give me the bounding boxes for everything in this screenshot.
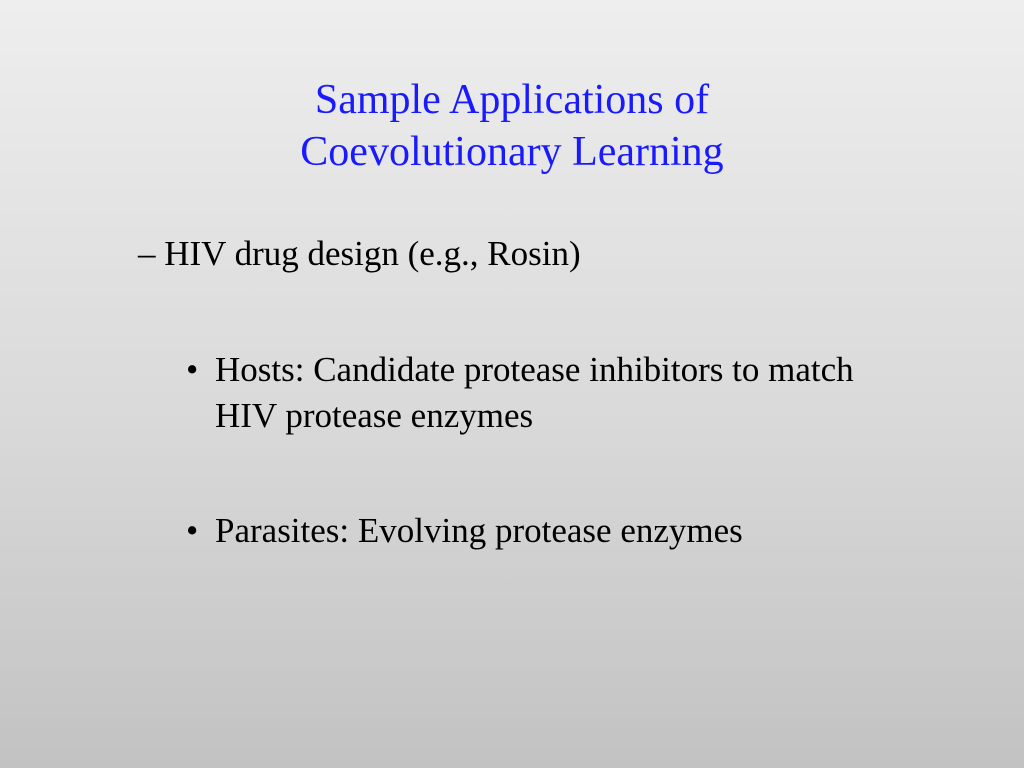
bullet-text-hosts: Hosts: Candidate protease inhibitors to match HIV protease enzymes (215, 350, 854, 435)
slide-title-line-1: Sample Applications of (314, 77, 710, 123)
bullet-marker: • (186, 511, 199, 550)
bullet-item-hosts (186, 347, 866, 439)
bullet-item-parasites (186, 508, 866, 554)
slide-title-line-2: Coevolutionary Learning (300, 129, 724, 175)
bullet-marker: • (186, 350, 199, 389)
bullet-text-parasites: Parasites: Evolving protease enzymes (215, 511, 743, 550)
subheading-item: – HIV drug design (e.g., Rosin) (138, 234, 581, 273)
slide-title (0, 74, 1024, 178)
